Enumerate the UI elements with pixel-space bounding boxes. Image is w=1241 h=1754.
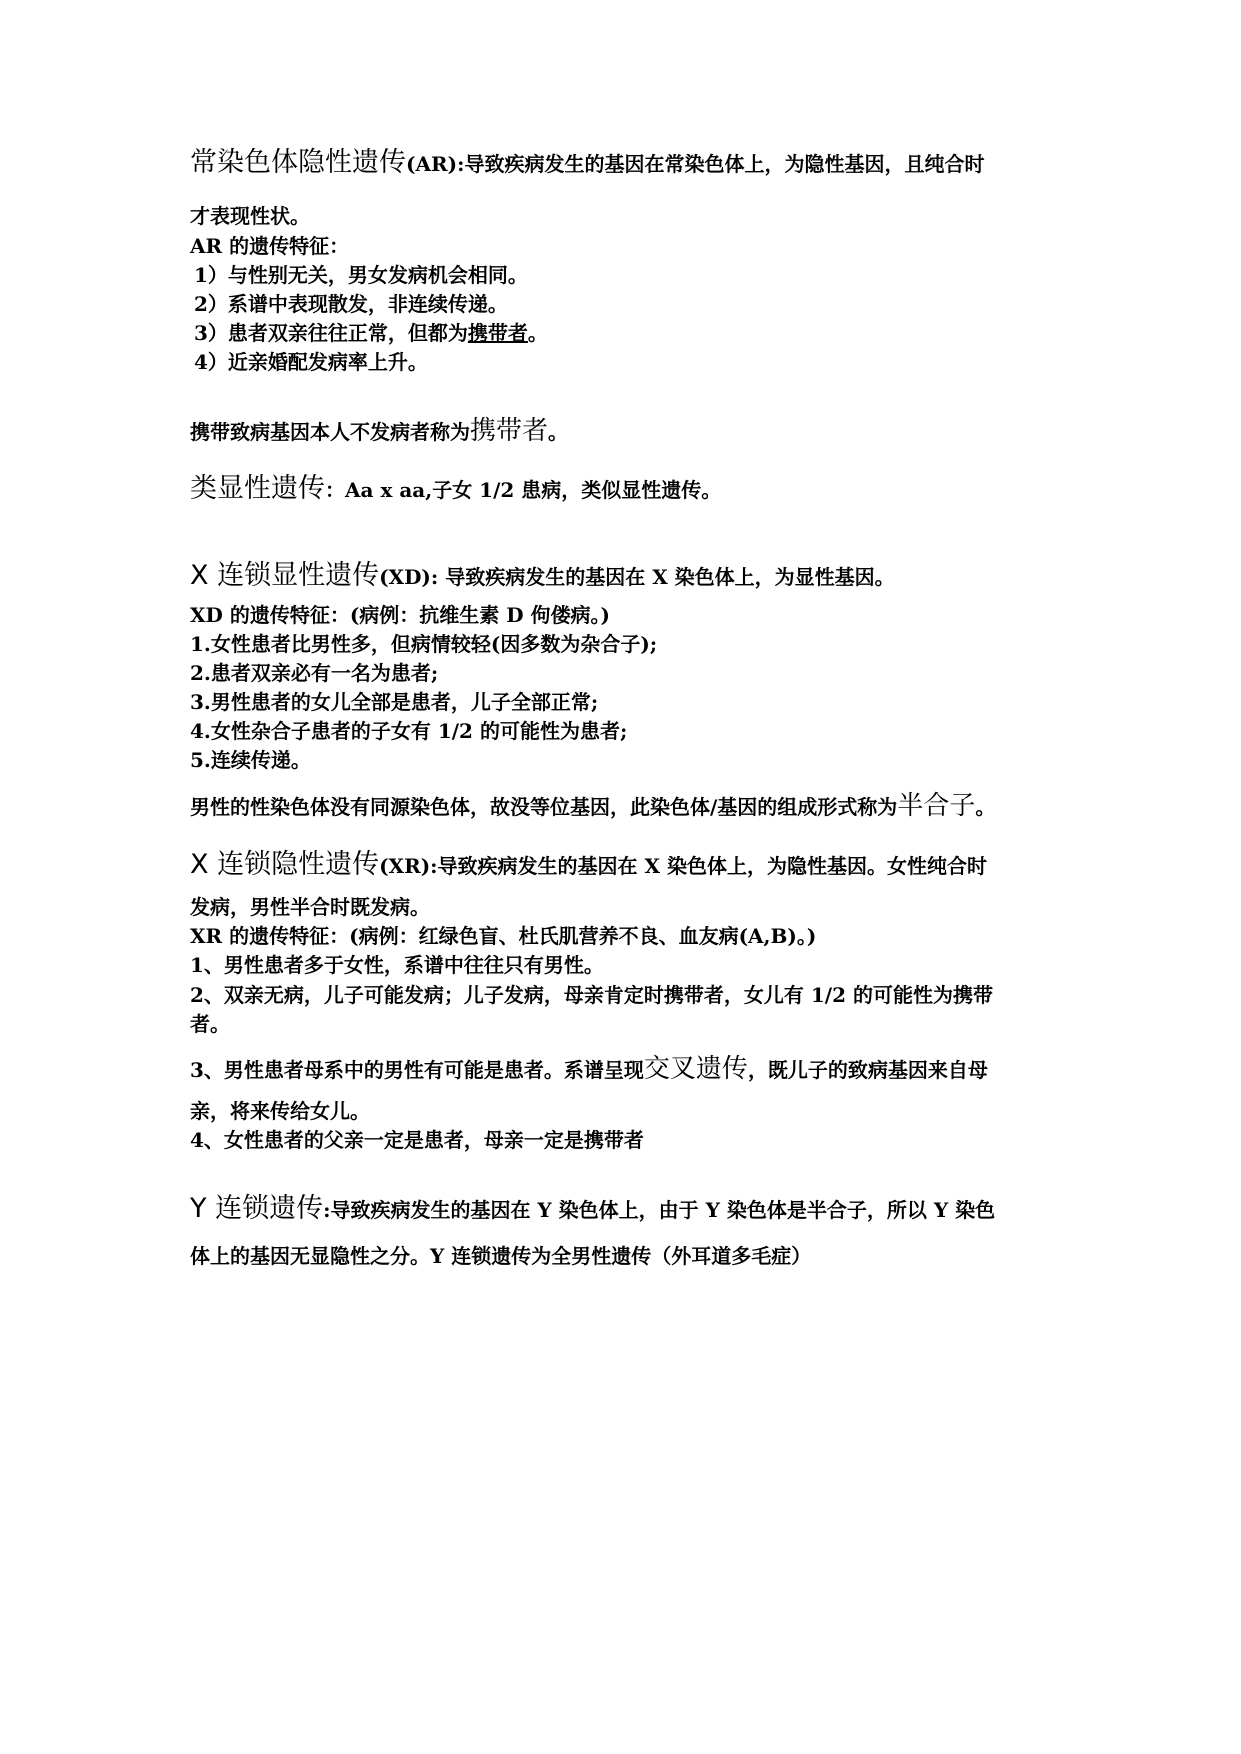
xd-definition-line (190, 560, 895, 591)
xr-definition-text: :导致疾病发生的基因在 X 染色体上，为隐性基因。女性纯合时 (430, 854, 987, 878)
xr-definition-line-1 (190, 849, 987, 880)
xd-abbr: (XD) (379, 565, 431, 589)
carrier-term: 携带者 (470, 416, 549, 446)
y-definition-line-2: 体上的基因无显隐性之分。Y 连锁遗传为全男性遗传（外耳道多毛症） (190, 1244, 812, 1268)
ar-feature-3-text: 3）患者双亲往往正常，但都为 (194, 321, 468, 345)
xr-feature-3-line-1 (190, 1056, 988, 1083)
xr-heading: X 连锁隐性遗传 (190, 849, 380, 880)
xr-feature-2-line-2: 者。 (190, 1012, 230, 1036)
xd-feature-3: 3.男性患者的女儿全部是患者，儿子全部正常; (190, 690, 599, 714)
ar-carrier-term: 携带者 (467, 321, 528, 345)
pseudo-dominant-heading: 类显性遗传 (190, 473, 325, 504)
y-definition-line-1 (190, 1193, 996, 1224)
y-definition-text: :导致疾病发生的基因在 Y 染色体上，由于 Y 染色体是半合子，所以 Y 染色 (323, 1198, 996, 1222)
xr-features-title: XR 的遗传特征：(病例：红绿色盲、杜氏肌营养不良、血友病(A,B)。) (190, 924, 817, 948)
cross-inheritance-term: 交叉遗传 (643, 1054, 748, 1084)
xd-feature-2: 2.患者双亲必有一名为患者; (190, 661, 439, 685)
ar-feature-3-end: 。 (527, 321, 548, 345)
ar-feature-4: 4）近亲婚配发病率上升。 (194, 350, 428, 374)
xr-feature-3-line-2: 亲，将来传给女儿。 (190, 1099, 370, 1123)
xd-heading: X 连锁显性遗传 (190, 560, 380, 591)
ar-definition-line-1 (190, 147, 985, 178)
xd-feature-4: 4.女性杂合子患者的子女有 1/2 的可能性为患者; (190, 719, 628, 743)
xr-feature-3-text: 3、男性患者母系中的男性有可能是患者。系谱呈现 (190, 1058, 644, 1082)
xd-feature-5: 5.连续传递。 (190, 748, 311, 772)
xr-abbr: (XR) (379, 854, 431, 878)
xr-feature-3-end: ，既儿子的致病基因来自母 (747, 1058, 988, 1082)
xd-feature-1: 1.女性患者比男性多，但病情较轻(因多数为杂合子); (190, 632, 658, 656)
hemizygote-term: 半合子 (897, 791, 976, 821)
ar-heading: 常染色体隐性遗传 (190, 147, 406, 178)
xr-feature-4: 4、女性患者的父亲一定是患者，母亲一定是携带者 (190, 1128, 644, 1152)
xd-definition-text: : 导致疾病发生的基因在 X 染色体上，为显性基因。 (430, 565, 895, 589)
xd-features-title: XD 的遗传特征：(病例：抗维生素 D 佝偻病。) (190, 603, 611, 627)
ar-feature-1: 1）与性别无关，男女发病机会相同。 (194, 263, 528, 287)
xr-feature-2-line-1: 2、双亲无病，儿子可能发病；儿子发病，母亲肯定时携带者，女儿有 1/2 的可能性为携带 (190, 983, 993, 1007)
carrier-definition (190, 418, 568, 445)
carrier-end: 。 (548, 420, 569, 444)
xr-feature-1: 1、男性患者多于女性，系谱中往往只有男性。 (190, 953, 604, 977)
ar-definition-text: :导致疾病发生的基因在常染色体上，为隐性基因，且纯合时 (457, 152, 985, 176)
xr-definition-line-2: 发病，男性半合时既发病。 (190, 895, 430, 919)
ar-definition-line-2: 才表现性状。 (190, 204, 310, 228)
hemizygote-text: 男性的性染色体没有同源染色体，故没等位基因，此染色体/基因的组成形式称为 (190, 795, 898, 819)
ar-abbr: (AR) (406, 152, 458, 176)
carrier-text: 携带致病基因本人不发病者称为 (190, 420, 470, 444)
pseudo-dominant-text: ：Aa x aa,子女 1/2 患病，类似显性遗传。 (325, 478, 722, 502)
ar-feature-2: 2）系谱中表现散发，非连续传递。 (194, 292, 508, 316)
hemizygote-definition (190, 793, 995, 820)
pseudo-dominant-line (190, 473, 722, 504)
hemizygote-end: 。 (975, 795, 996, 819)
ar-features-title: AR 的遗传特征： (190, 234, 350, 258)
y-heading: Y 连锁遗传 (190, 1193, 324, 1224)
ar-feature-3 (190, 320, 548, 346)
